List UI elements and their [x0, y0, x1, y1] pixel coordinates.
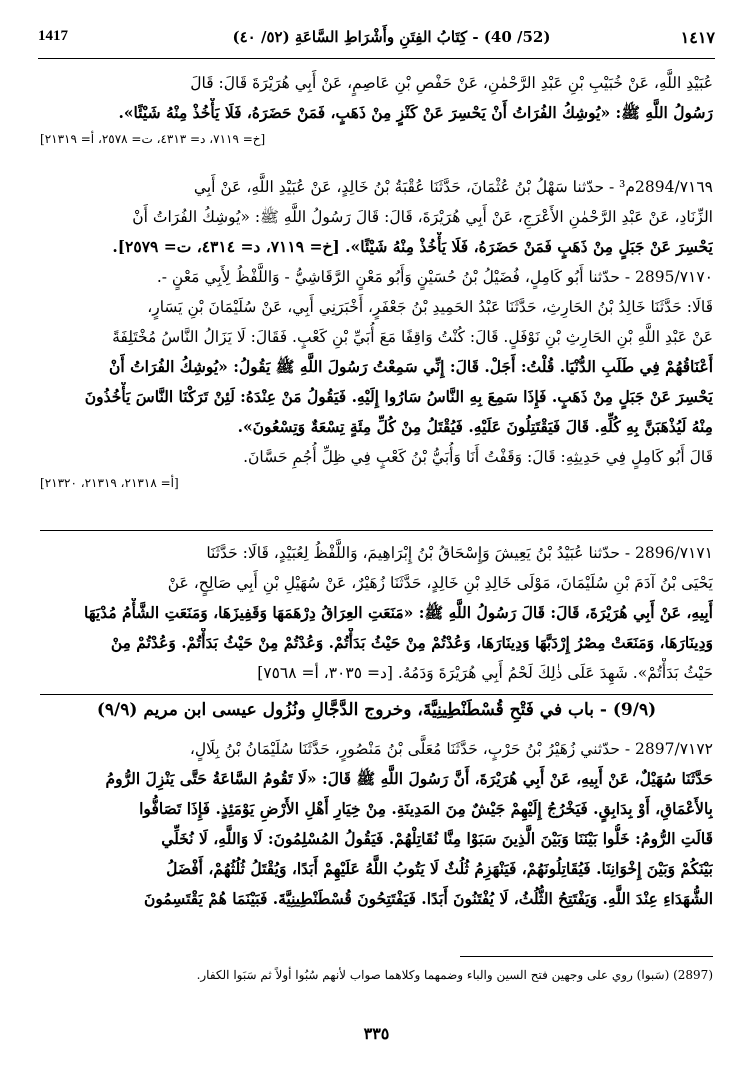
hadith-block-1	[40, 68, 713, 150]
text-line: ٧١٧٢/2897 - حدّثني زُهَيْرُ بْنُ حَرْبٍ، حَدَّثَنَا مُعَلَّى بْنُ مَنْصُورٍ، حَدَّثَنَا سُلَيْمَانُ بْنُ بِلَالٍ،	[189, 740, 713, 758]
reference-note: [خ= ٧١١٩، د= ٤٣١٣، ت= ٢٥٧٨، أ= ٢١٣١٩]	[40, 132, 266, 146]
hadith-block-4	[40, 538, 713, 688]
section-rule	[40, 694, 713, 695]
text-line: عُبَيْدِ اللَّهِ، عَنْ خُبَيْبِ بْنِ عَبْدِ الرَّحْمٰنِ، عَنْ حَفْصِ بْنِ عَاصِمٍ، عَنْ أَبِي هُرَيْرَةَ قَالَ: قَالَ	[190, 74, 713, 92]
chapter-title: (٩/9) - باب في فَتْحِ قُسْطَنْطِينِيَّةَ، وخروج الدَّجَّالِ ونُزُول عيسى ابن مريم (٩/٩)	[96, 700, 657, 720]
page-number-arabic: ١٤١٧	[680, 28, 715, 47]
page-header	[38, 28, 715, 52]
text-line: يَحْسِرَ عَنْ جَبَلٍ مِنْ ذَهَبٍ. فَإِذَا سَمِعَ بِهِ النَّاسُ سَارُوا إِلَيْهِ. فَيَقُولُ مَنْ عِنْدَهُ: لَئِنْ تَرَكْنَا النَّاسَ يَأْخُذُونَ	[84, 387, 713, 406]
running-title: (52/ 40) - كِتَابُ الفِتَنِ وأَشْرَاطِ السَّاعَةِ (٥٢/ ٤٠)	[232, 28, 551, 46]
hadith-block-2	[40, 172, 713, 262]
text-line: قَالَتِ الرُّومُ: خَلُّوا بَيْنَنَا وَبَيْنَ الَّذِينَ سَبَوْا مِنَّا نُقَاتِلْهُمْ. فَيَقُولُ المُسْلِمُونَ: لَا وَاللَّهِ، لَا نُخَلِّي	[161, 829, 713, 848]
footnote-rule	[460, 956, 713, 957]
header-rule	[38, 58, 715, 59]
text-line: ٧١٦٩/2894م³ - حدّثنا سَهْلُ بْنُ عُثْمَانَ، حَدَّثَنَا عُقْبَةُ بْنُ خَالِدٍ، عَنْ عُبَيْدِ اللَّهِ، عَنْ أَبِي	[193, 178, 713, 196]
section-rule	[40, 530, 713, 531]
text-line: ٧١٧١/2896 - حدّثنا عُبَيْدُ بْنُ يَعِيشَ وَإِسْحَاقُ بْنُ إِبْرَاهِيمَ، وَاللَّفْظُ لِعُبَيْدٍ، قَالَا: حَدَّثَنَا	[206, 544, 713, 562]
text-line: قَالَ أَبُو كَامِلٍ فِي حَدِيثِهِ: قَالَ: وَقَفْتُ أَنَا وَأُبَيُّ بْنُ كَعْبٍ فِي ظِلِّ أُجُمِ حَسَّانَ.	[243, 448, 713, 466]
text-line: حَيْثُ بَدَأْتُمْ». شَهِدَ عَلَى ذٰلِكَ لَحْمُ أَبِي هُرَيْرَةَ وَدَمُهُ. [د= ٣٠٣٥، أ= ٧٥٦٨]	[257, 664, 713, 682]
hadith-block-5	[40, 734, 713, 914]
text-line: عَنْ عَبْدِ اللَّهِ بْنِ الحَارِثِ بْنِ نَوْفَلٍ. قَالَ: كُنْتُ وَاقِفًا مَعَ أُبَيِّ بْنِ كَعْبٍ. فَقَالَ: لَا يَزَالُ النَّاسُ مُخْتَلِفَةً	[112, 328, 713, 346]
footnote: (2897) (سَبوا) روي على وجهين فتح السين والباء وضمهما وكلاهما صواب لأنهم سُبُوا أولاً ثم سَبَوا الكفار.	[196, 968, 713, 982]
text-line: وَدِينَارَهَا، وَمَنَعَتْ مِصْرُ إِرْدَبَّهَا وَدِينَارَهَا، وَعُدْتُمْ مِنْ حَيْثُ بَدَأْتُمْ. وَعُدْتُمْ مِنْ حَيْثُ بَدَأْتُمْ. وَعُدْتُمْ مِنْ	[110, 633, 713, 652]
text-line: قَالَا: حَدَّثَنَا خَالِدُ بْنُ الحَارِثِ، حَدَّثَنَا عَبْدُ الحَمِيدِ بْنُ جَعْفَرٍ، أَخْبَرَنِي أَبِي، عَنْ سُلَيْمَانَ بْنِ يَسَارٍ،	[147, 298, 713, 316]
text-line: بَيْنَكُمْ وَبَيْنَ إِخْوَانِنَا. فَيُقَاتِلُونَهُمْ، فَيَنْهَزِمُ ثُلُثٌ لَا يَتُوبُ اللَّهُ عَلَيْهِمْ أَبَدًا، وَيُقْتَلُ ثُلُثُهُمْ، أَفْضَلُ	[166, 859, 713, 878]
text-line: بِالأَعْمَاقِ، أَوْ بِدَابِقٍ. فَيَخْرُجُ إِلَيْهِمْ جَيْشٌ مِنَ المَدِينَةِ. مِنْ خِيَارِ أَهْلِ الأَرْضِ يَوْمَئِذٍ. فَإِذَا تَصَافُّوا	[139, 799, 713, 818]
text-line: أَعْنَاقُهُمْ فِي طَلَبِ الدُّنْيَا. قُلْتُ: أَجَلْ. قَالَ: إِنِّي سَمِعْتُ رَسُولَ اللَّهِ ﷺ يَقُولُ: «يُوشِكُ الفُرَاتُ أَنْ	[108, 357, 713, 376]
text-line: رَسُولُ اللَّهِ ﷺ: «يُوشِكُ الفُرَاتُ أَنْ يَحْسِرَ عَنْ كَنْزٍ مِنْ ذَهَبٍ، فَمَنْ حَضَرَهُ، فَلَا يَأْخُذْ مِنْهُ شَيْئًا».	[118, 103, 713, 122]
text-line: يَحْيَى بْنُ آدَمَ بْنِ سُلَيْمَانَ، مَوْلَى خَالِدِ بْنِ خَالِدٍ، حَدَّثَنَا زُهَيْرٌ، عَنْ سُهَيْلِ بْنِ أَبِي صَالِحٍ، عَنْ	[167, 574, 713, 592]
text-line: ٧١٧٠/2895 - حدّثنا أَبُو كَامِلٍ، فُضَيْلُ بْنُ حُسَيْنٍ وَأَبُو مَعْنٍ الرَّقَاشِيُّ - وَاللَّفْظُ لِأَبِي مَعْنٍ -.	[156, 268, 713, 286]
page-number-latin: 1417	[38, 28, 68, 44]
text-line: يَحْسِرَ عَنْ جَبَلٍ مِنْ ذَهَبٍ فَمَنْ حَضَرَهُ، فَلَا يَأْخُذْ مِنْهُ شَيْئًا». [خ= ٧١١٩، د= ٤٣١٤، ت= ٢٥٧٩].	[112, 237, 713, 256]
text-line: أَبِيهِ، عَنْ أَبِي هُرَيْرَةَ، قَالَ: قَالَ رَسُولُ اللَّهِ ﷺ: «مَنَعَتِ العِرَاقُ دِرْهَمَهَا وَقَفِيزَهَا، وَمَنَعَتِ الشَّأْمُ مُدْيَهَا	[84, 603, 713, 622]
page-number-bottom: ٣٣٥	[363, 1024, 390, 1043]
reference-note: [أ= ٢١٣١٨، ٢١٣١٩، ٢١٣٢٠]	[40, 476, 179, 490]
text-line: الزِّنَادِ، عَنْ عَبْدِ الرَّحْمٰنِ الأَعْرَجِ، عَنْ أَبِي هُرَيْرَةَ، قَالَ: قَالَ رَسُولُ اللَّهِ ﷺ: «يُوشِكُ الفُرَاتُ أَنْ	[132, 208, 713, 226]
text-line: مِنْهُ لَيُذْهَبَنَّ بِهِ كُلِّهِ. قَالَ فَيَقْتَتِلُونَ عَلَيْهِ. فَيُقْتَلُ مِنْ كُلِّ مِئَةٍ تِسْعَةٌ وَتِسْعُونَ».	[237, 417, 713, 436]
text-line: الشُّهَدَاءِ عِنْدَ اللَّهِ. وَيَفْتَتِحُ الثُّلُثُ، لَا يُفْتَنُونَ أَبَدًا. فَيَفْتَتِحُونَ قُسْطَنْطِينِيَّةَ. فَبَيْنَمَا هُمْ يَقْتَسِمُونَ	[143, 889, 713, 908]
hadith-block-3	[40, 262, 713, 494]
text-line: حَدَّثَنَا سُهَيْلٌ، عَنْ أَبِيهِ، عَنْ أَبِي هُرَيْرَةَ، أَنَّ رَسُولَ اللَّهِ ﷺ قَالَ: «لَا تَقُومُ السَّاعَةُ حَتَّى يَنْزِلَ الرُّومُ	[105, 769, 713, 788]
